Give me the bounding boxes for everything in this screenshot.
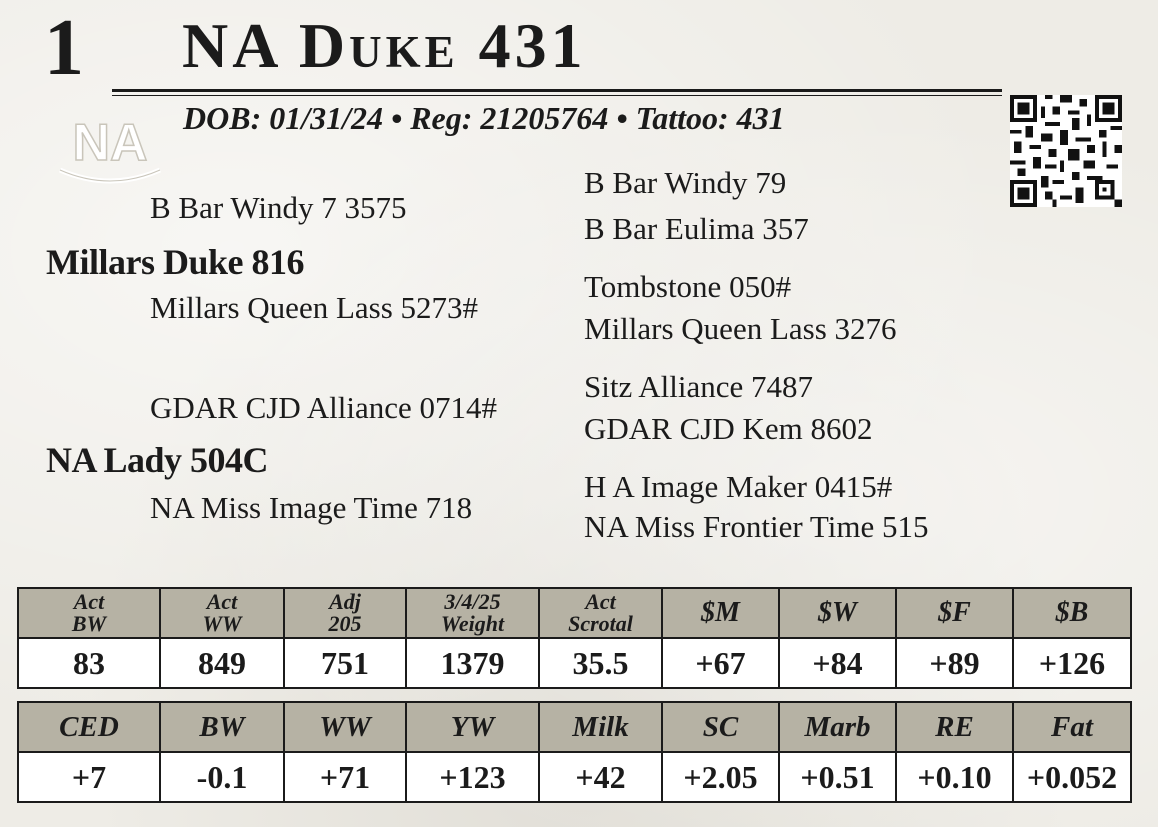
header-fat: Fat bbox=[1013, 702, 1131, 752]
header-ced: CED bbox=[18, 702, 160, 752]
header-re: RE bbox=[896, 702, 1013, 752]
animal-name: NA Duke 431 bbox=[182, 10, 587, 81]
header-sc: SC bbox=[662, 702, 779, 752]
value-yw: +123 bbox=[406, 752, 539, 802]
ggp-3: Tombstone 050# bbox=[584, 269, 792, 304]
value-re: +0.10 bbox=[896, 752, 1013, 802]
value-milk: +42 bbox=[539, 752, 662, 802]
title-rule-thin bbox=[112, 95, 1002, 96]
epd-header-row bbox=[18, 702, 1131, 752]
value-act-bw: 83 bbox=[18, 638, 160, 688]
header-dollar-w: $W bbox=[779, 588, 896, 638]
value-bw: -0.1 bbox=[160, 752, 284, 802]
header-act-bw: Act BW bbox=[18, 588, 160, 638]
sire-sire: B Bar Windy 7 3575 bbox=[150, 190, 407, 225]
registration-info: DOB: 01/31/24 • Reg: 21205764 • Tattoo: 431 bbox=[183, 100, 785, 136]
value-adj-205: 751 bbox=[284, 638, 406, 688]
value-ww: +71 bbox=[284, 752, 406, 802]
sire-dam: Millars Queen Lass 5273# bbox=[150, 290, 479, 325]
value-fat: +0.052 bbox=[1013, 752, 1131, 802]
epd-value-row bbox=[18, 752, 1131, 802]
performance-value-row bbox=[18, 638, 1131, 688]
header-milk: Milk bbox=[539, 702, 662, 752]
header-dollar-m: $M bbox=[662, 588, 779, 638]
epd-table bbox=[17, 701, 1132, 803]
ggp-8: NA Miss Frontier Time 515 bbox=[584, 509, 929, 544]
performance-header-row bbox=[18, 588, 1131, 638]
header-marb: Marb bbox=[779, 702, 896, 752]
ggp-2: B Bar Eulima 357 bbox=[584, 211, 809, 246]
na-logo-icon bbox=[54, 108, 166, 190]
sire: Millars Duke 816 bbox=[46, 242, 304, 282]
ggp-7: H A Image Maker 0415# bbox=[584, 469, 893, 504]
value-weight: 1379 bbox=[406, 638, 539, 688]
header-act-scrotal: Act Scrotal bbox=[539, 588, 662, 638]
value-act-scrotal: 35.5 bbox=[539, 638, 662, 688]
ggp-5: Sitz Alliance 7487 bbox=[584, 369, 814, 404]
value-marb: +0.51 bbox=[779, 752, 896, 802]
header-yw: YW bbox=[406, 702, 539, 752]
dam: NA Lady 504C bbox=[46, 440, 269, 480]
dam-sire: GDAR CJD Alliance 0714# bbox=[150, 390, 498, 425]
ggp-6: GDAR CJD Kem 8602 bbox=[584, 411, 873, 446]
ggp-1: B Bar Windy 79 bbox=[584, 165, 787, 200]
ggp-4: Millars Queen Lass 3276 bbox=[584, 311, 897, 346]
header-ww: WW bbox=[284, 702, 406, 752]
logo-text: NA bbox=[72, 114, 148, 172]
qr-code-icon[interactable] bbox=[1010, 95, 1122, 207]
value-dollar-f: +89 bbox=[896, 638, 1013, 688]
title-rule bbox=[112, 89, 1002, 92]
header-act-ww: Act WW bbox=[160, 588, 284, 638]
value-dollar-m: +67 bbox=[662, 638, 779, 688]
value-dollar-w: +84 bbox=[779, 638, 896, 688]
header-dollar-f: $F bbox=[896, 588, 1013, 638]
value-sc: +2.05 bbox=[662, 752, 779, 802]
header-bw: BW bbox=[160, 702, 284, 752]
lot-number: 1 bbox=[44, 4, 84, 92]
header-adj-205: Adj 205 bbox=[284, 588, 406, 638]
header-weight: 3/4/25 Weight bbox=[406, 588, 539, 638]
value-ced: +7 bbox=[18, 752, 160, 802]
value-dollar-b: +126 bbox=[1013, 638, 1131, 688]
value-act-ww: 849 bbox=[160, 638, 284, 688]
performance-table bbox=[17, 587, 1132, 689]
header-dollar-b: $B bbox=[1013, 588, 1131, 638]
dam-dam: NA Miss Image Time 718 bbox=[150, 490, 473, 525]
